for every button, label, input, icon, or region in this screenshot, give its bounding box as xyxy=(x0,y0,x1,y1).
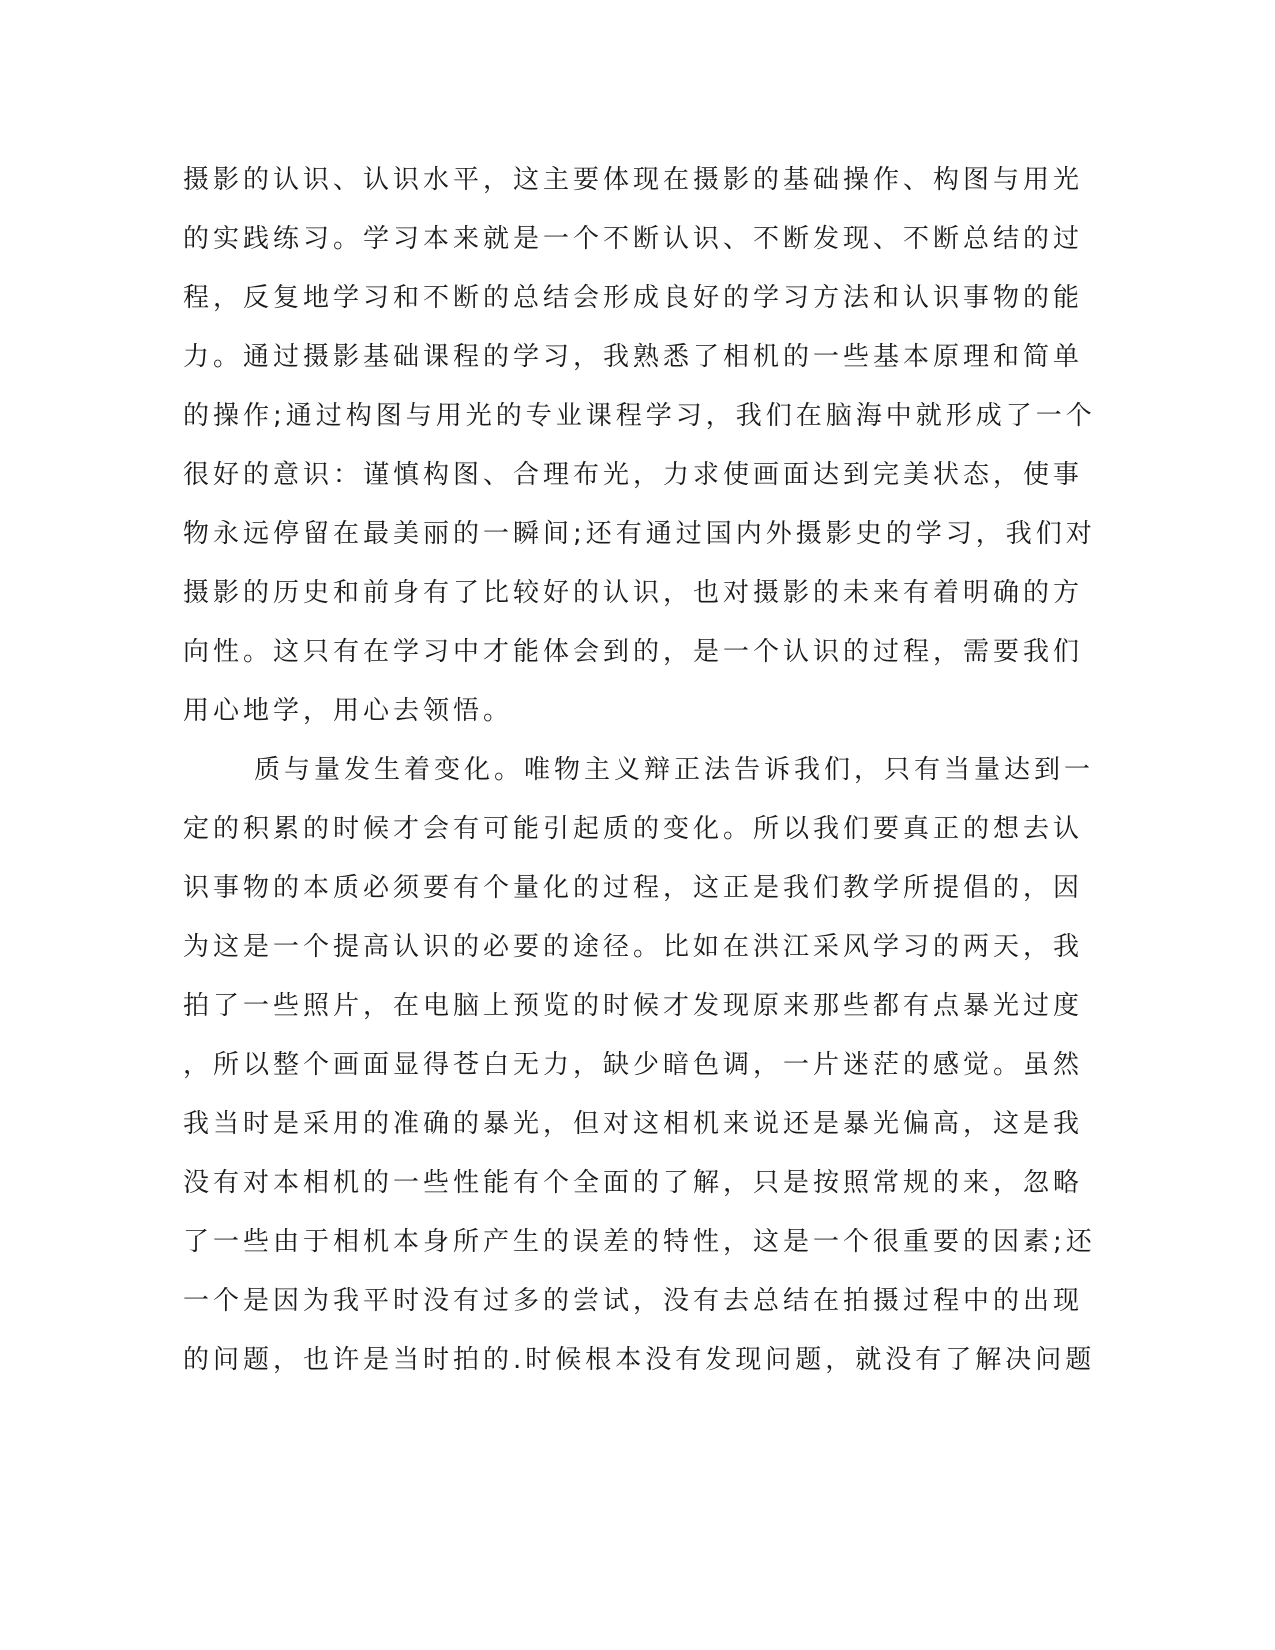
text-line: 拍了一些照片，在电脑上预览的时候才发现原来那些都有点暴光过度 xyxy=(183,991,1084,1021)
text-line: 没有对本相机的一些性能有个全面的了解，只是按照常规的来，忽略 xyxy=(183,1168,1084,1198)
text-line: 用心地学，用心去领悟。 xyxy=(183,696,514,726)
text-line: 定的积累的时候才会有可能引起质的变化。所以我们要真正的想去认 xyxy=(183,814,1084,844)
text-line: 的操作;通过构图与用光的专业课程学习，我们在脑海中就形成了一个 xyxy=(183,401,1096,431)
text-line: 很好的意识：谨慎构图、合理布光，力求使画面达到完美状态，使事 xyxy=(183,460,1084,490)
text-line: 识事物的本质必须要有个量化的过程，这正是我们教学所提倡的，因 xyxy=(183,873,1084,903)
text-line: 为这是一个提高认识的必要的途径。比如在洪江采风学习的两天，我 xyxy=(183,932,1084,962)
text-line: 力。通过摄影基础课程的学习，我熟悉了相机的一些基本原理和简单 xyxy=(183,342,1084,372)
paragraph-first-line: 质与量发生着变化。唯物主义辩正法告诉我们，只有当量达到一 xyxy=(254,755,1095,785)
text-line: 了一些由于相机本身所产生的误差的特性，这是一个很重要的因素;还 xyxy=(183,1227,1096,1257)
text-line: 的实践练习。学习本来就是一个不断认识、不断发现、不断总结的过 xyxy=(183,224,1084,254)
text-line: 摄影的认识、认识水平，这主要体现在摄影的基础操作、构图与用光 xyxy=(183,165,1084,195)
text-line: ，所以整个画面显得苍白无力，缺少暗色调，一片迷茫的感觉。虽然 xyxy=(183,1050,1084,1080)
text-line: 向性。这只有在学习中才能体会到的，是一个认识的过程，需要我们 xyxy=(183,637,1084,667)
text-line: 的问题，也许是当时拍的.时候根本没有发现问题，就没有了解决问题 xyxy=(183,1345,1096,1375)
text-line: 一个是因为我平时没有过多的尝试，没有去总结在拍摄过程中的出现 xyxy=(183,1286,1084,1316)
text-line: 程，反复地学习和不断的总结会形成良好的学习方法和认识事物的能 xyxy=(183,283,1084,313)
text-line: 物永远停留在最美丽的一瞬间;还有通过国内外摄影史的学习，我们对 xyxy=(183,519,1096,549)
text-line: 摄影的历史和前身有了比较好的认识，也对摄影的未来有着明确的方 xyxy=(183,578,1084,608)
text-line: 我当时是采用的准确的暴光，但对这相机来说还是暴光偏高，这是我 xyxy=(183,1109,1084,1139)
